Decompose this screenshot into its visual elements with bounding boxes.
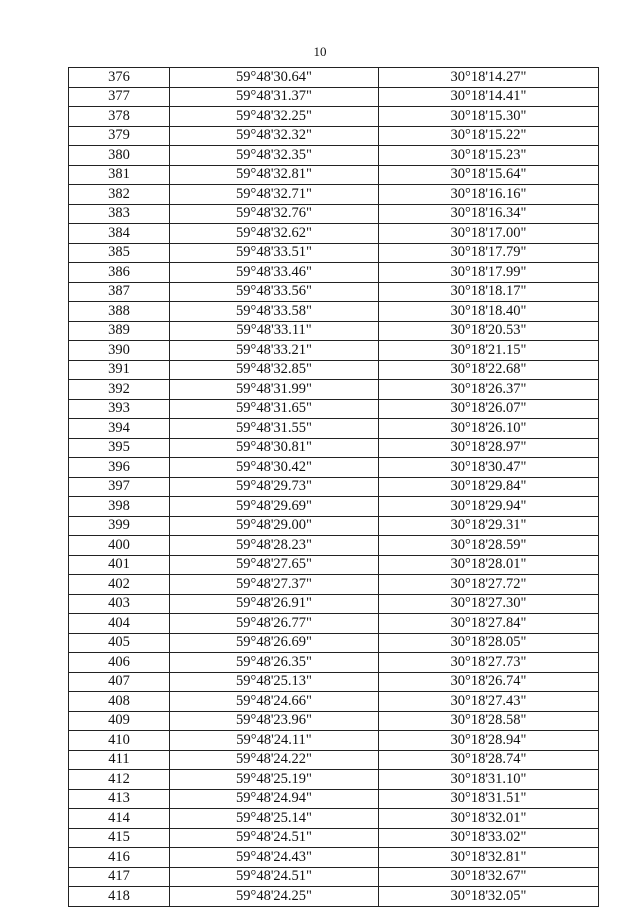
point-number-cell: 414: [69, 809, 170, 829]
table-row: [69, 575, 599, 595]
table-row: [69, 126, 599, 146]
longitude-cell: 30°18'27.72": [379, 575, 599, 595]
latitude-cell: 59°48'30.42": [170, 458, 379, 478]
longitude-cell: 30°18'26.07": [379, 399, 599, 419]
longitude-cell: 30°18'17.99": [379, 263, 599, 283]
point-number-cell: 415: [69, 828, 170, 848]
point-number-cell: 395: [69, 438, 170, 458]
longitude-cell: 30°18'16.16": [379, 185, 599, 205]
point-number-cell: 409: [69, 711, 170, 731]
latitude-cell: 59°48'24.51": [170, 867, 379, 887]
latitude-cell: 59°48'29.73": [170, 477, 379, 497]
longitude-cell: 30°18'15.23": [379, 146, 599, 166]
latitude-cell: 59°48'27.65": [170, 555, 379, 575]
latitude-cell: 59°48'24.66": [170, 692, 379, 712]
latitude-cell: 59°48'24.43": [170, 848, 379, 868]
point-number-cell: 384: [69, 224, 170, 244]
latitude-cell: 59°48'31.99": [170, 380, 379, 400]
latitude-cell: 59°48'24.94": [170, 789, 379, 809]
latitude-cell: 59°48'25.14": [170, 809, 379, 829]
point-number-cell: 393: [69, 399, 170, 419]
latitude-cell: 59°48'33.46": [170, 263, 379, 283]
point-number-cell: 411: [69, 750, 170, 770]
latitude-cell: 59°48'32.71": [170, 185, 379, 205]
table-row: [69, 614, 599, 634]
longitude-cell: 30°18'27.73": [379, 653, 599, 673]
point-number-cell: 412: [69, 770, 170, 790]
point-number-cell: 400: [69, 536, 170, 556]
table-row: [69, 692, 599, 712]
longitude-cell: 30°18'28.05": [379, 633, 599, 653]
latitude-cell: 59°48'33.51": [170, 243, 379, 263]
point-number-cell: 405: [69, 633, 170, 653]
latitude-cell: 59°48'25.19": [170, 770, 379, 790]
point-number-cell: 378: [69, 107, 170, 127]
latitude-cell: 59°48'31.37": [170, 87, 379, 107]
table-row: [69, 282, 599, 302]
latitude-cell: 59°48'26.91": [170, 594, 379, 614]
point-number-cell: 417: [69, 867, 170, 887]
longitude-cell: 30°18'17.00": [379, 224, 599, 244]
point-number-cell: 390: [69, 341, 170, 361]
longitude-cell: 30°18'26.37": [379, 380, 599, 400]
latitude-cell: 59°48'31.65": [170, 399, 379, 419]
latitude-cell: 59°48'25.13": [170, 672, 379, 692]
coordinates-table: [68, 67, 599, 907]
longitude-cell: 30°18'20.53": [379, 321, 599, 341]
table-row: [69, 789, 599, 809]
longitude-cell: 30°18'31.51": [379, 789, 599, 809]
table-row: [69, 107, 599, 127]
table-row: [69, 165, 599, 185]
latitude-cell: 59°48'32.81": [170, 165, 379, 185]
point-number-cell: 407: [69, 672, 170, 692]
point-number-cell: 392: [69, 380, 170, 400]
longitude-cell: 30°18'17.79": [379, 243, 599, 263]
table-row: [69, 594, 599, 614]
longitude-cell: 30°18'28.97": [379, 438, 599, 458]
table-row: [69, 555, 599, 575]
table-row: [69, 750, 599, 770]
longitude-cell: 30°18'27.43": [379, 692, 599, 712]
latitude-cell: 59°48'33.11": [170, 321, 379, 341]
point-number-cell: 386: [69, 263, 170, 283]
table-row: [69, 224, 599, 244]
latitude-cell: 59°48'32.85": [170, 360, 379, 380]
longitude-cell: 30°18'18.17": [379, 282, 599, 302]
longitude-cell: 30°18'14.27": [379, 68, 599, 88]
point-number-cell: 382: [69, 185, 170, 205]
point-number-cell: 416: [69, 848, 170, 868]
table-row: [69, 633, 599, 653]
latitude-cell: 59°48'32.62": [170, 224, 379, 244]
table-row: [69, 516, 599, 536]
longitude-cell: 30°18'30.47": [379, 458, 599, 478]
table-row: [69, 809, 599, 829]
point-number-cell: 396: [69, 458, 170, 478]
table-row: [69, 204, 599, 224]
point-number-cell: 418: [69, 887, 170, 907]
page-number: 10: [313, 44, 327, 59]
longitude-cell: 30°18'31.10": [379, 770, 599, 790]
longitude-cell: 30°18'15.30": [379, 107, 599, 127]
longitude-cell: 30°18'15.64": [379, 165, 599, 185]
table-row: [69, 867, 599, 887]
latitude-cell: 59°48'32.76": [170, 204, 379, 224]
latitude-cell: 59°48'26.35": [170, 653, 379, 673]
table-row: [69, 263, 599, 283]
longitude-cell: 30°18'26.10": [379, 419, 599, 439]
longitude-cell: 30°18'32.67": [379, 867, 599, 887]
table-row: [69, 887, 599, 907]
point-number-cell: 399: [69, 516, 170, 536]
longitude-cell: 30°18'29.31": [379, 516, 599, 536]
table-row: [69, 380, 599, 400]
latitude-cell: 59°48'33.21": [170, 341, 379, 361]
table-row: [69, 848, 599, 868]
table-row: [69, 438, 599, 458]
point-number-cell: 404: [69, 614, 170, 634]
latitude-cell: 59°48'30.64": [170, 68, 379, 88]
longitude-cell: 30°18'28.59": [379, 536, 599, 556]
point-number-cell: 413: [69, 789, 170, 809]
latitude-cell: 59°48'30.81": [170, 438, 379, 458]
table-row: [69, 653, 599, 673]
longitude-cell: 30°18'27.30": [379, 594, 599, 614]
table-row: [69, 87, 599, 107]
point-number-cell: 401: [69, 555, 170, 575]
point-number-cell: 398: [69, 497, 170, 517]
table-row: [69, 477, 599, 497]
table-row: [69, 731, 599, 751]
point-number-cell: 403: [69, 594, 170, 614]
point-number-cell: 383: [69, 204, 170, 224]
longitude-cell: 30°18'26.74": [379, 672, 599, 692]
longitude-cell: 30°18'22.68": [379, 360, 599, 380]
point-number-cell: 389: [69, 321, 170, 341]
point-number-cell: 391: [69, 360, 170, 380]
table-row: [69, 711, 599, 731]
point-number-cell: 410: [69, 731, 170, 751]
point-number-cell: 376: [69, 68, 170, 88]
point-number-cell: 394: [69, 419, 170, 439]
table-row: [69, 497, 599, 517]
latitude-cell: 59°48'27.37": [170, 575, 379, 595]
latitude-cell: 59°48'24.25": [170, 887, 379, 907]
latitude-cell: 59°48'26.69": [170, 633, 379, 653]
table-row: [69, 68, 599, 88]
point-number-cell: 377: [69, 87, 170, 107]
point-number-cell: 402: [69, 575, 170, 595]
table-row: [69, 146, 599, 166]
longitude-cell: 30°18'28.01": [379, 555, 599, 575]
longitude-cell: 30°18'32.05": [379, 887, 599, 907]
table-row: [69, 360, 599, 380]
longitude-cell: 30°18'27.84": [379, 614, 599, 634]
table-row: [69, 536, 599, 556]
latitude-cell: 59°48'29.00": [170, 516, 379, 536]
table-row: [69, 419, 599, 439]
longitude-cell: 30°18'28.74": [379, 750, 599, 770]
point-number-cell: 379: [69, 126, 170, 146]
longitude-cell: 30°18'28.94": [379, 731, 599, 751]
table-row: [69, 399, 599, 419]
longitude-cell: 30°18'21.15": [379, 341, 599, 361]
longitude-cell: 30°18'32.81": [379, 848, 599, 868]
latitude-cell: 59°48'24.22": [170, 750, 379, 770]
table-row: [69, 185, 599, 205]
table-row: [69, 770, 599, 790]
latitude-cell: 59°48'32.32": [170, 126, 379, 146]
point-number-cell: 406: [69, 653, 170, 673]
table-row: [69, 321, 599, 341]
latitude-cell: 59°48'24.51": [170, 828, 379, 848]
longitude-cell: 30°18'28.58": [379, 711, 599, 731]
table-row: [69, 828, 599, 848]
longitude-cell: 30°18'33.02": [379, 828, 599, 848]
longitude-cell: 30°18'16.34": [379, 204, 599, 224]
latitude-cell: 59°48'32.25": [170, 107, 379, 127]
latitude-cell: 59°48'24.11": [170, 731, 379, 751]
table-row: [69, 341, 599, 361]
latitude-cell: 59°48'33.58": [170, 302, 379, 322]
point-number-cell: 388: [69, 302, 170, 322]
latitude-cell: 59°48'31.55": [170, 419, 379, 439]
latitude-cell: 59°48'29.69": [170, 497, 379, 517]
point-number-cell: 397: [69, 477, 170, 497]
point-number-cell: 408: [69, 692, 170, 712]
point-number-cell: 385: [69, 243, 170, 263]
latitude-cell: 59°48'26.77": [170, 614, 379, 634]
table-row: [69, 243, 599, 263]
table-row: [69, 458, 599, 478]
point-number-cell: 387: [69, 282, 170, 302]
latitude-cell: 59°48'33.56": [170, 282, 379, 302]
longitude-cell: 30°18'18.40": [379, 302, 599, 322]
longitude-cell: 30°18'15.22": [379, 126, 599, 146]
longitude-cell: 30°18'14.41": [379, 87, 599, 107]
latitude-cell: 59°48'28.23": [170, 536, 379, 556]
latitude-cell: 59°48'32.35": [170, 146, 379, 166]
longitude-cell: 30°18'29.84": [379, 477, 599, 497]
table-row: [69, 302, 599, 322]
longitude-cell: 30°18'29.94": [379, 497, 599, 517]
coordinates-table-body: [69, 68, 599, 907]
latitude-cell: 59°48'23.96": [170, 711, 379, 731]
point-number-cell: 380: [69, 146, 170, 166]
longitude-cell: 30°18'32.01": [379, 809, 599, 829]
point-number-cell: 381: [69, 165, 170, 185]
table-row: [69, 672, 599, 692]
